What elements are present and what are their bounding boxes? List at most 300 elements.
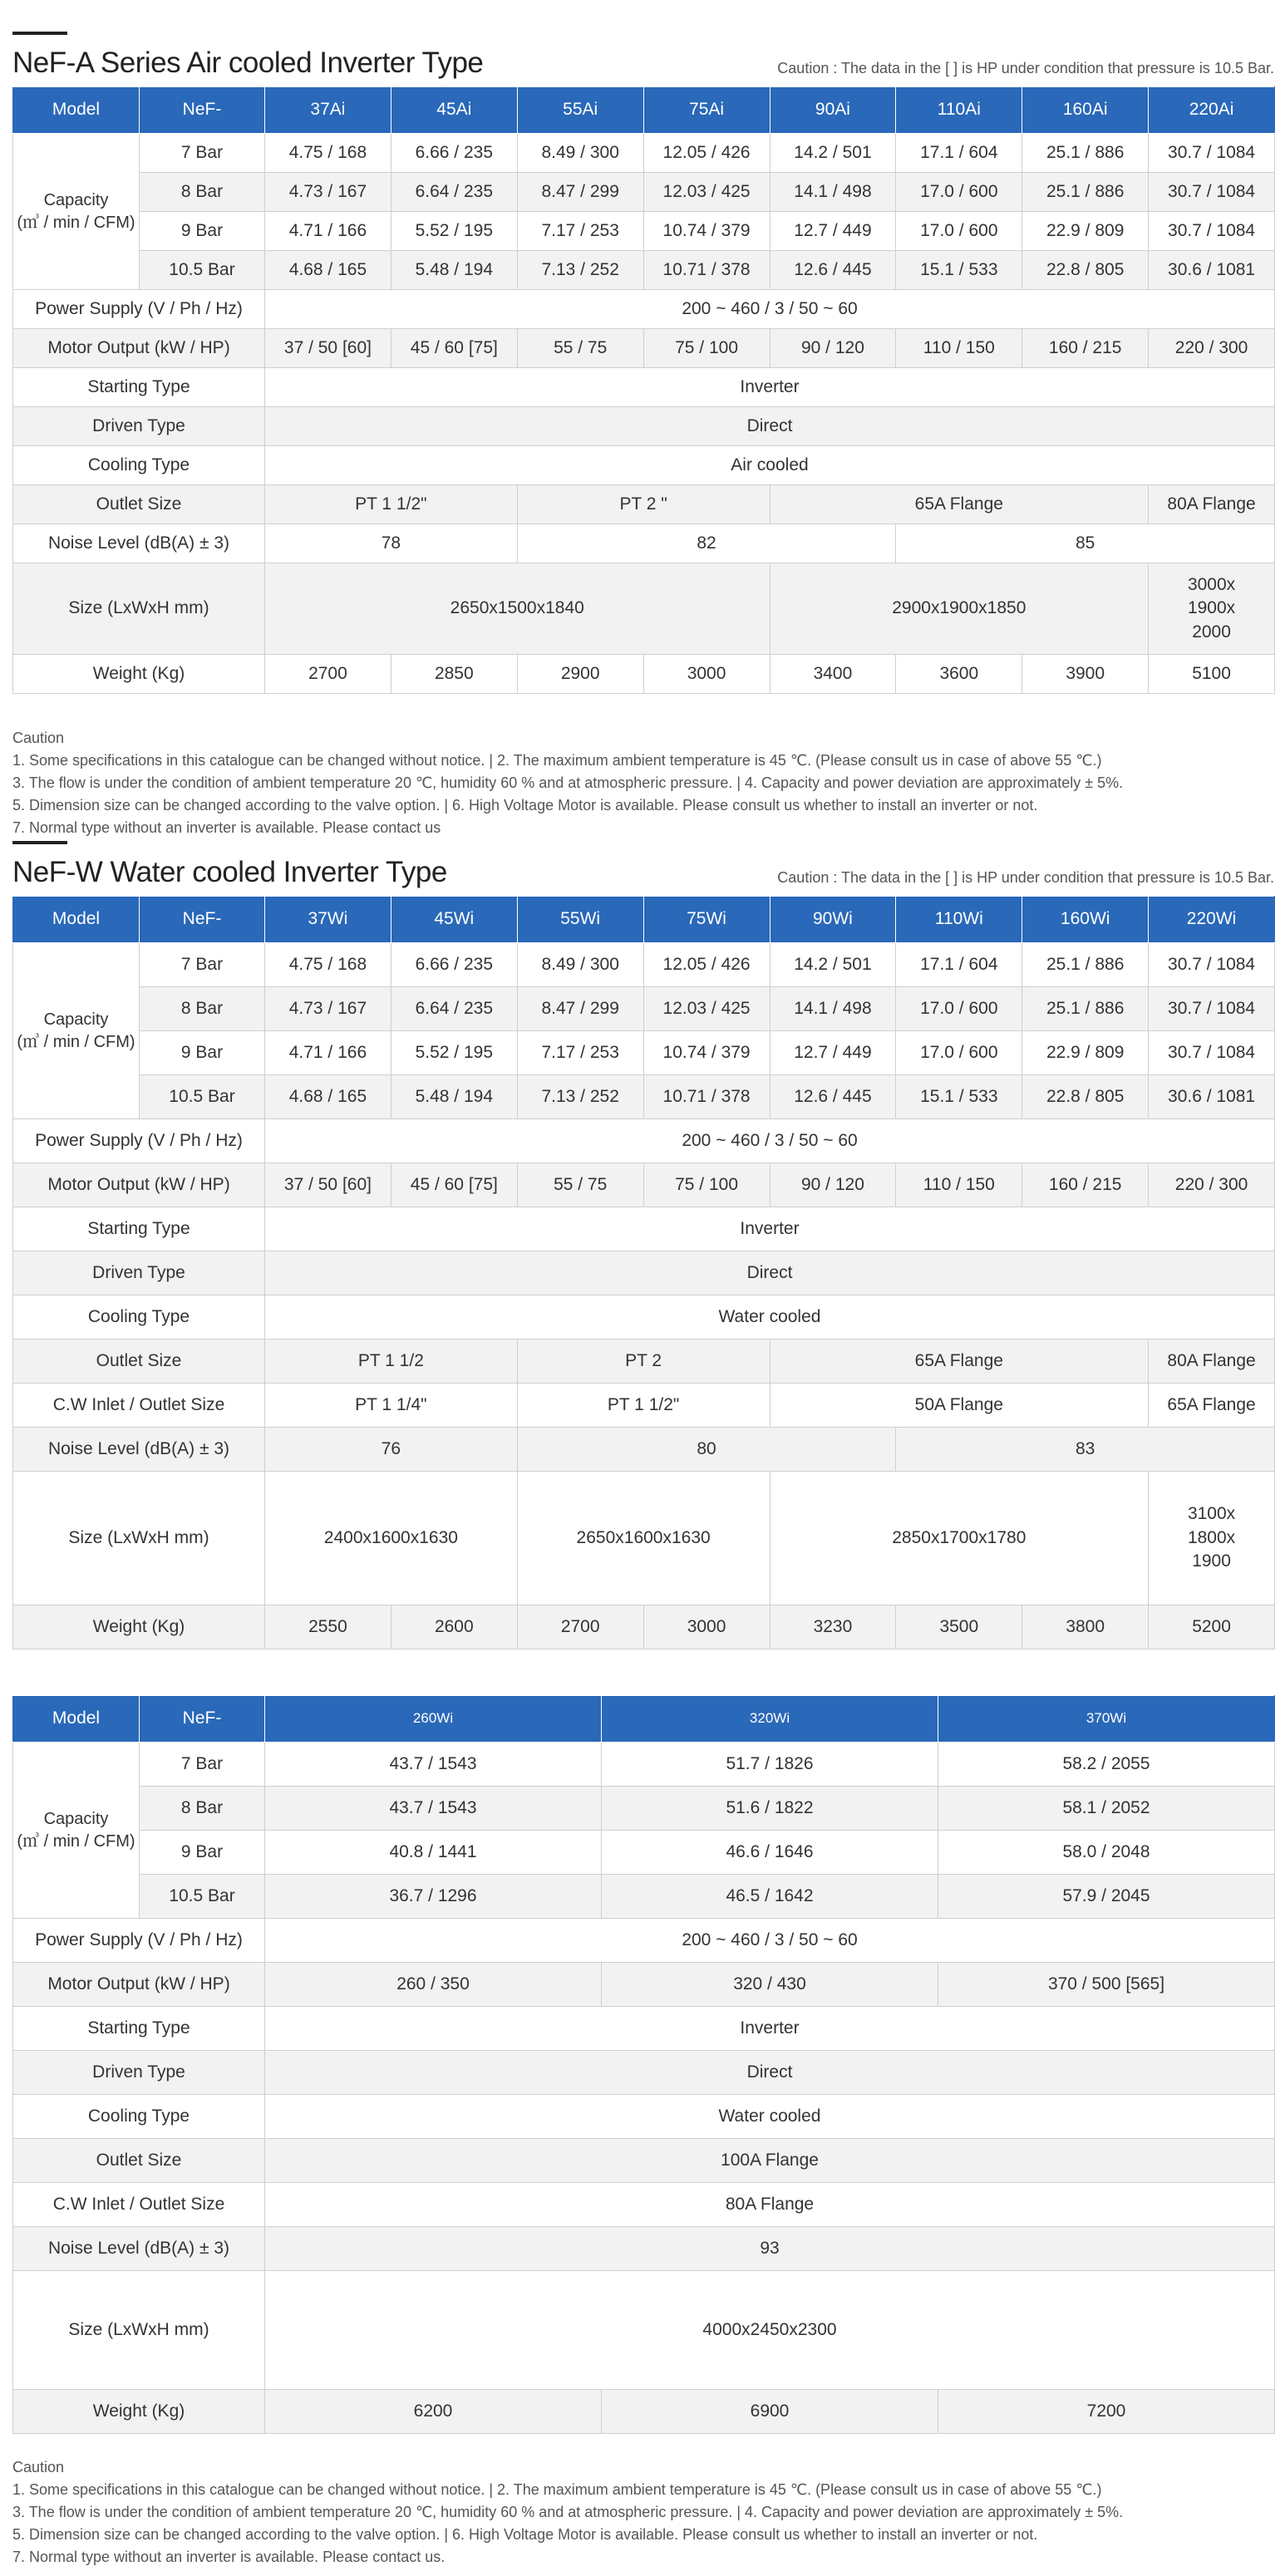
capacity-cell: 46.6 / 1646 <box>602 1831 938 1875</box>
capacity-cell: 17.1 / 604 <box>896 134 1022 173</box>
capacity-cell: 22.8 / 805 <box>1022 251 1149 290</box>
model-col: 110Ai <box>896 87 1022 134</box>
weight-cell: 2600 <box>391 1605 517 1649</box>
weight-cell: 3400 <box>770 655 896 694</box>
outlet-size-row <box>13 2139 1275 2183</box>
capacity-cell: 22.9 / 809 <box>1022 1031 1149 1075</box>
starting-type-row <box>13 1207 1275 1251</box>
bar-label: 8 Bar <box>140 173 265 212</box>
nef-header: NeF- <box>140 1696 265 1743</box>
capacity-text: Capacity <box>43 190 109 209</box>
driven-type-value: Direct <box>265 2051 1275 2095</box>
motor-output-cell: 320 / 430 <box>602 1963 938 2007</box>
capacity-cell: 25.1 / 886 <box>1022 987 1149 1031</box>
model-col: 110Wi <box>896 897 1022 943</box>
capacity-label <box>13 1743 140 1919</box>
capacity-cell: 30.7 / 1084 <box>1149 134 1275 173</box>
starting-type-value: Inverter <box>265 368 1275 407</box>
size-row <box>13 563 1275 655</box>
capacity-cell: 12.6 / 445 <box>770 251 896 290</box>
model-col: 220Ai <box>1149 87 1275 134</box>
row-label: Weight (Kg) <box>13 1605 265 1649</box>
weight-cell: 3230 <box>770 1605 896 1649</box>
capacity-cell: 22.8 / 805 <box>1022 1075 1149 1119</box>
weight-row <box>13 2390 1275 2434</box>
capacity-cell: 22.9 / 809 <box>1022 212 1149 251</box>
water-section-title: NeF-W Water cooled Inverter Type <box>12 856 447 888</box>
row-label: Power Supply (V / Ph / Hz) <box>13 1919 265 1963</box>
outlet-size-row <box>13 1340 1275 1384</box>
size-cell: 2850x1700x1780 <box>770 1472 1149 1605</box>
nef-header: NeF- <box>140 897 265 943</box>
capacity-cell: 15.1 / 533 <box>896 251 1022 290</box>
capacity-cell: 14.1 / 498 <box>770 987 896 1031</box>
capacity-label <box>13 943 140 1119</box>
row-label: Starting Type <box>13 1207 265 1251</box>
power-supply-value: 200 ~ 460 / 3 / 50 ~ 60 <box>265 1119 1275 1163</box>
capacity-cell: 30.6 / 1081 <box>1149 251 1275 290</box>
note-line: 5. Dimension size can be changed according to the valve option. | 6. High Voltage Motor is available. Please consult us whether to install an inverter or not. <box>12 2526 1038 2543</box>
note-line: 1. Some specifications in this catalogue can be changed without notice. | 2. The maximum ambient temperature is 45 ℃. (Please consult us in case of above 55 ℃.) <box>12 2481 1102 2498</box>
row-label: Power Supply (V / Ph / Hz) <box>13 290 265 329</box>
size-row <box>13 1472 1275 1605</box>
capacity-label <box>13 134 140 290</box>
size-line: 3000x <box>1187 574 1236 594</box>
outlet-size-cell: PT 1 1/2" <box>265 485 518 524</box>
capacity-cell: 17.0 / 600 <box>896 1031 1022 1075</box>
size-cell <box>1149 563 1275 655</box>
row-label: Weight (Kg) <box>13 655 265 694</box>
row-label: C.W Inlet / Outlet Size <box>13 2183 265 2227</box>
row-label: Outlet Size <box>13 1340 265 1384</box>
capacity-cell: 58.0 / 2048 <box>938 1831 1275 1875</box>
motor-output-cell: 220 / 300 <box>1149 329 1275 368</box>
noise-level-row <box>13 2227 1275 2271</box>
noise-level-cell: 85 <box>896 524 1275 563</box>
capacity-cell: 46.5 / 1642 <box>602 1875 938 1919</box>
note-line: 3. The flow is under the condition of ambient temperature 20 ℃, humidity 60 % and at atmospheric pressure. | 4. Capacity and power deviation are approximately ± 5%. <box>12 2504 1124 2520</box>
capacity-cell: 17.0 / 600 <box>896 212 1022 251</box>
row-label: Motor Output (kW / HP) <box>13 329 265 368</box>
capacity-cell: 57.9 / 2045 <box>938 1875 1275 1919</box>
capacity-cell: 30.7 / 1084 <box>1149 987 1275 1031</box>
air-caution: Caution : The data in the [ ] is HP under condition that pressure is 10.5 Bar. <box>777 60 1274 76</box>
motor-output-cell: 75 / 100 <box>643 329 770 368</box>
large-water-section <box>12 1695 1274 2434</box>
starting-type-value: Inverter <box>265 1207 1275 1251</box>
motor-output-cell: 110 / 150 <box>896 1163 1022 1207</box>
bar-label: 8 Bar <box>140 987 265 1031</box>
capacity-row <box>13 1875 1275 1919</box>
capacity-cell: 12.03 / 425 <box>643 173 770 212</box>
capacity-cell: 6.66 / 235 <box>391 134 517 173</box>
capacity-cell: 17.1 / 604 <box>896 943 1022 987</box>
motor-output-row <box>13 1963 1275 2007</box>
size-line: 2000 <box>1192 622 1231 642</box>
weight-cell: 2900 <box>517 655 643 694</box>
motor-output-cell: 260 / 350 <box>265 1963 602 2007</box>
size-value: 4000x2450x2300 <box>265 2271 1275 2390</box>
capacity-row <box>13 1075 1275 1119</box>
starting-type-row <box>13 2007 1275 2051</box>
cw-size-row <box>13 2183 1275 2227</box>
capacity-cell: 4.75 / 168 <box>265 134 391 173</box>
row-label: Starting Type <box>13 368 265 407</box>
capacity-cell: 58.1 / 2052 <box>938 1787 1275 1831</box>
row-label: Size (LxWxH mm) <box>13 1472 265 1605</box>
note-line: 7. Normal type without an inverter is available. Please contact us <box>12 819 441 836</box>
row-label: Outlet Size <box>13 2139 265 2183</box>
capacity-cell: 12.6 / 445 <box>770 1075 896 1119</box>
capacity-cell: 8.47 / 299 <box>517 987 643 1031</box>
capacity-cell: 5.48 / 194 <box>391 251 517 290</box>
capacity-cell: 14.2 / 501 <box>770 943 896 987</box>
noise-level-row <box>13 524 1275 563</box>
capacity-cell: 4.71 / 166 <box>265 1031 391 1075</box>
motor-output-row <box>13 1163 1275 1207</box>
capacity-row <box>13 1831 1275 1875</box>
capacity-cell: 25.1 / 886 <box>1022 134 1149 173</box>
weight-cell: 5200 <box>1149 1605 1275 1649</box>
capacity-cell: 30.7 / 1084 <box>1149 173 1275 212</box>
weight-cell: 2850 <box>391 655 517 694</box>
large-spec-table <box>12 1695 1275 2434</box>
capacity-cell: 25.1 / 886 <box>1022 943 1149 987</box>
cooling-type-value: Air cooled <box>265 446 1275 485</box>
outlet-size-cell: 80A Flange <box>1149 485 1275 524</box>
capacity-cell: 6.64 / 235 <box>391 173 517 212</box>
capacity-cell: 51.6 / 1822 <box>602 1787 938 1831</box>
size-line: 1900x <box>1187 598 1236 618</box>
row-label: Outlet Size <box>13 485 265 524</box>
power-supply-row <box>13 290 1275 329</box>
capacity-cell: 8.49 / 300 <box>517 134 643 173</box>
capacity-unit: (㎥ / min / CFM) <box>17 1831 135 1851</box>
noise-level-cell: 83 <box>896 1428 1275 1472</box>
water-caution: Caution : The data in the [ ] is HP under condition that pressure is 10.5 Bar. <box>777 869 1274 886</box>
motor-output-cell: 75 / 100 <box>643 1163 770 1207</box>
capacity-row <box>13 134 1275 173</box>
weight-cell: 3600 <box>896 655 1022 694</box>
capacity-unit: (㎥ / min / CFM) <box>17 213 135 232</box>
cooling-type-value: Water cooled <box>265 2095 1275 2139</box>
row-label: Power Supply (V / Ph / Hz) <box>13 1119 265 1163</box>
weight-cell: 6900 <box>602 2390 938 2434</box>
motor-output-cell: 55 / 75 <box>517 329 643 368</box>
row-label: C.W Inlet / Outlet Size <box>13 1384 265 1428</box>
outlet-size-cell: PT 2 <box>517 1340 770 1384</box>
capacity-cell: 17.0 / 600 <box>896 987 1022 1031</box>
capacity-cell: 4.73 / 167 <box>265 173 391 212</box>
air-section <box>12 32 1274 694</box>
cw-size-cell: 50A Flange <box>770 1384 1149 1428</box>
capacity-cell: 4.73 / 167 <box>265 987 391 1031</box>
row-label: Cooling Type <box>13 2095 265 2139</box>
note-line: Caution <box>12 2459 65 2475</box>
weight-cell: 3500 <box>896 1605 1022 1649</box>
motor-output-cell: 45 / 60 [75] <box>391 329 517 368</box>
row-label: Noise Level (dB(A) ± 3) <box>13 2227 265 2271</box>
driven-type-value: Direct <box>265 407 1275 446</box>
air-notes <box>12 727 1274 839</box>
size-cell <box>1149 1472 1275 1605</box>
note-line: 3. The flow is under the condition of ambient temperature 20 ℃, humidity 60 % and at atmospheric pressure. | 4. Capacity and power deviation are approximately ± 5%. <box>12 774 1124 791</box>
cooling-type-row <box>13 446 1275 485</box>
outlet-size-row <box>13 485 1275 524</box>
capacity-cell: 4.68 / 165 <box>265 251 391 290</box>
capacity-cell: 8.47 / 299 <box>517 173 643 212</box>
model-col: 160Ai <box>1022 87 1149 134</box>
capacity-cell: 10.74 / 379 <box>643 1031 770 1075</box>
capacity-cell: 17.0 / 600 <box>896 173 1022 212</box>
model-col: 75Wi <box>643 897 770 943</box>
power-supply-row <box>13 1119 1275 1163</box>
row-label: Noise Level (dB(A) ± 3) <box>13 524 265 563</box>
capacity-cell: 10.71 / 378 <box>643 1075 770 1119</box>
model-header: Model <box>13 1696 140 1743</box>
row-label: Size (LxWxH mm) <box>13 563 265 655</box>
model-col: 320Wi <box>602 1696 938 1743</box>
capacity-cell: 25.1 / 886 <box>1022 173 1149 212</box>
weight-cell: 3000 <box>643 655 770 694</box>
capacity-cell: 7.13 / 252 <box>517 1075 643 1119</box>
capacity-row <box>13 1743 1275 1787</box>
capacity-cell: 12.05 / 426 <box>643 943 770 987</box>
row-label: Starting Type <box>13 2007 265 2051</box>
noise-level-cell: 80 <box>517 1428 896 1472</box>
row-label: Cooling Type <box>13 1295 265 1340</box>
motor-output-cell: 55 / 75 <box>517 1163 643 1207</box>
capacity-cell: 12.7 / 449 <box>770 212 896 251</box>
capacity-cell: 58.2 / 2055 <box>938 1743 1275 1787</box>
row-label: Driven Type <box>13 1251 265 1295</box>
noise-level-cell: 78 <box>265 524 518 563</box>
bar-label: 7 Bar <box>140 943 265 987</box>
capacity-cell: 7.17 / 253 <box>517 212 643 251</box>
cw-size-cell: PT 1 1/2" <box>517 1384 770 1428</box>
weight-cell: 3900 <box>1022 655 1149 694</box>
size-line: 3100x <box>1187 1504 1236 1524</box>
weight-row <box>13 1605 1275 1649</box>
outlet-size-cell: PT 2 " <box>517 485 770 524</box>
outlet-size-cell: 65A Flange <box>770 485 1149 524</box>
weight-cell: 3000 <box>643 1605 770 1649</box>
weight-cell: 2700 <box>265 655 391 694</box>
model-col: 45Wi <box>391 897 517 943</box>
motor-output-cell: 90 / 120 <box>770 329 896 368</box>
size-cell: 2650x1500x1840 <box>265 563 770 655</box>
motor-output-cell: 160 / 215 <box>1022 329 1149 368</box>
model-col: 55Wi <box>517 897 643 943</box>
note-line: 5. Dimension size can be changed according to the valve option. | 6. High Voltage Motor is available. Please consult us whether to install an inverter or not. <box>12 797 1038 814</box>
size-cell: 2650x1600x1630 <box>517 1472 770 1605</box>
power-supply-value: 200 ~ 460 / 3 / 50 ~ 60 <box>265 1919 1275 1963</box>
weight-cell: 7200 <box>938 2390 1275 2434</box>
capacity-cell: 43.7 / 1543 <box>265 1787 602 1831</box>
capacity-cell: 12.7 / 449 <box>770 1031 896 1075</box>
noise-level-cell: 76 <box>265 1428 518 1472</box>
cw-size-cell: PT 1 1/4" <box>265 1384 518 1428</box>
driven-type-row <box>13 2051 1275 2095</box>
capacity-cell: 30.7 / 1084 <box>1149 943 1275 987</box>
capacity-cell: 7.17 / 253 <box>517 1031 643 1075</box>
weight-cell: 2550 <box>265 1605 391 1649</box>
capacity-cell: 10.71 / 378 <box>643 251 770 290</box>
driven-type-value: Direct <box>265 1251 1275 1295</box>
model-col: 37Ai <box>265 87 391 134</box>
capacity-cell: 7.13 / 252 <box>517 251 643 290</box>
capacity-cell: 36.7 / 1296 <box>265 1875 602 1919</box>
weight-cell: 2700 <box>517 1605 643 1649</box>
row-label: Driven Type <box>13 2051 265 2095</box>
model-header: Model <box>13 87 140 134</box>
model-col: 370Wi <box>938 1696 1275 1743</box>
cw-size-value: 80A Flange <box>265 2183 1275 2227</box>
capacity-cell: 5.48 / 194 <box>391 1075 517 1119</box>
size-cell: 2900x1900x1850 <box>770 563 1149 655</box>
capacity-cell: 30.7 / 1084 <box>1149 212 1275 251</box>
noise-level-cell: 82 <box>517 524 896 563</box>
motor-output-row <box>13 329 1275 368</box>
model-col: 55Ai <box>517 87 643 134</box>
capacity-cell: 10.74 / 379 <box>643 212 770 251</box>
bar-label: 8 Bar <box>140 1787 265 1831</box>
noise-level-value: 93 <box>265 2227 1275 2271</box>
capacity-text: Capacity <box>43 1010 109 1029</box>
capacity-cell: 15.1 / 533 <box>896 1075 1022 1119</box>
capacity-row <box>13 212 1275 251</box>
cooling-type-value: Water cooled <box>265 1295 1275 1340</box>
bar-label: 9 Bar <box>140 212 265 251</box>
bar-label: 10.5 Bar <box>140 1075 265 1119</box>
water-section <box>12 841 1274 1649</box>
bar-label: 9 Bar <box>140 1031 265 1075</box>
motor-output-cell: 45 / 60 [75] <box>391 1163 517 1207</box>
cooling-type-row <box>13 1295 1275 1340</box>
bar-label: 10.5 Bar <box>140 251 265 290</box>
motor-output-cell: 110 / 150 <box>896 329 1022 368</box>
weight-cell: 3800 <box>1022 1605 1149 1649</box>
motor-output-cell: 220 / 300 <box>1149 1163 1275 1207</box>
power-supply-row <box>13 1919 1275 1963</box>
capacity-text: Capacity <box>43 1809 109 1828</box>
capacity-row <box>13 943 1275 987</box>
air-section-title: NeF-A Series Air cooled Inverter Type <box>12 47 484 79</box>
row-label: Size (LxWxH mm) <box>13 2271 265 2390</box>
motor-output-cell: 370 / 500 [565] <box>938 1963 1275 2007</box>
weight-cell: 5100 <box>1149 655 1275 694</box>
model-col: 90Ai <box>770 87 896 134</box>
capacity-cell: 14.1 / 498 <box>770 173 896 212</box>
size-line: 1800x <box>1187 1527 1236 1547</box>
driven-type-row <box>13 407 1275 446</box>
capacity-row <box>13 251 1275 290</box>
capacity-cell: 51.7 / 1826 <box>602 1743 938 1787</box>
capacity-cell: 6.64 / 235 <box>391 987 517 1031</box>
motor-output-cell: 160 / 215 <box>1022 1163 1149 1207</box>
capacity-cell: 4.68 / 165 <box>265 1075 391 1119</box>
driven-type-row <box>13 1251 1275 1295</box>
row-label: Motor Output (kW / HP) <box>13 1963 265 2007</box>
noise-level-row <box>13 1428 1275 1472</box>
row-label: Motor Output (kW / HP) <box>13 1163 265 1207</box>
capacity-cell: 5.52 / 195 <box>391 212 517 251</box>
capacity-cell: 8.49 / 300 <box>517 943 643 987</box>
outlet-size-cell: 80A Flange <box>1149 1340 1275 1384</box>
capacity-row <box>13 1787 1275 1831</box>
capacity-cell: 43.7 / 1543 <box>265 1743 602 1787</box>
motor-output-cell: 90 / 120 <box>770 1163 896 1207</box>
table-header-row <box>13 87 1275 134</box>
note-line: 1. Some specifications in this catalogue can be changed without notice. | 2. The maximum ambient temperature is 45 ℃. (Please consult us in case of above 55 ℃.) <box>12 752 1102 769</box>
bar-label: 7 Bar <box>140 1743 265 1787</box>
air-spec-table <box>12 86 1275 694</box>
outlet-size-cell: 65A Flange <box>770 1340 1149 1384</box>
outlet-size-cell: PT 1 1/2 <box>265 1340 518 1384</box>
capacity-cell: 40.8 / 1441 <box>265 1831 602 1875</box>
model-col: 160Wi <box>1022 897 1149 943</box>
capacity-cell: 4.71 / 166 <box>265 212 391 251</box>
table-header-row <box>13 1696 1275 1743</box>
cooling-type-row <box>13 2095 1275 2139</box>
bar-label: 10.5 Bar <box>140 1875 265 1919</box>
capacity-cell: 6.66 / 235 <box>391 943 517 987</box>
model-col: 37Wi <box>265 897 391 943</box>
capacity-cell: 12.03 / 425 <box>643 987 770 1031</box>
row-label: Noise Level (dB(A) ± 3) <box>13 1428 265 1472</box>
capacity-row <box>13 987 1275 1031</box>
capacity-cell: 5.52 / 195 <box>391 1031 517 1075</box>
model-col: 220Wi <box>1149 897 1275 943</box>
capacity-cell: 4.75 / 168 <box>265 943 391 987</box>
weight-cell: 6200 <box>265 2390 602 2434</box>
row-label: Weight (Kg) <box>13 2390 265 2434</box>
capacity-row <box>13 1031 1275 1075</box>
model-col: 45Ai <box>391 87 517 134</box>
capacity-cell: 12.05 / 426 <box>643 134 770 173</box>
cw-size-cell: 65A Flange <box>1149 1384 1275 1428</box>
motor-output-cell: 37 / 50 [60] <box>265 1163 391 1207</box>
weight-row <box>13 655 1275 694</box>
motor-output-cell: 37 / 50 [60] <box>265 329 391 368</box>
size-cell: 2400x1600x1630 <box>265 1472 518 1605</box>
large-notes <box>12 2456 1274 2569</box>
size-row <box>13 2271 1275 2390</box>
size-line: 1900 <box>1192 1551 1231 1571</box>
model-col: 75Ai <box>643 87 770 134</box>
model-col: 260Wi <box>265 1696 602 1743</box>
bar-label: 9 Bar <box>140 1831 265 1875</box>
table-header-row <box>13 897 1275 943</box>
nef-header: NeF- <box>140 87 265 134</box>
bar-label: 7 Bar <box>140 134 265 173</box>
note-line: Caution <box>12 730 65 746</box>
note-line: 7. Normal type without an inverter is available. Please contact us. <box>12 2549 446 2565</box>
model-col: 90Wi <box>770 897 896 943</box>
row-label: Driven Type <box>13 407 265 446</box>
capacity-row <box>13 173 1275 212</box>
capacity-unit: (㎥ / min / CFM) <box>17 1032 135 1051</box>
water-spec-table <box>12 896 1275 1649</box>
row-label: Cooling Type <box>13 446 265 485</box>
capacity-cell: 30.6 / 1081 <box>1149 1075 1275 1119</box>
model-header: Model <box>13 897 140 943</box>
capacity-cell: 30.7 / 1084 <box>1149 1031 1275 1075</box>
power-supply-value: 200 ~ 460 / 3 / 50 ~ 60 <box>265 290 1275 329</box>
capacity-cell: 14.2 / 501 <box>770 134 896 173</box>
starting-type-row <box>13 368 1275 407</box>
cw-size-row <box>13 1384 1275 1428</box>
